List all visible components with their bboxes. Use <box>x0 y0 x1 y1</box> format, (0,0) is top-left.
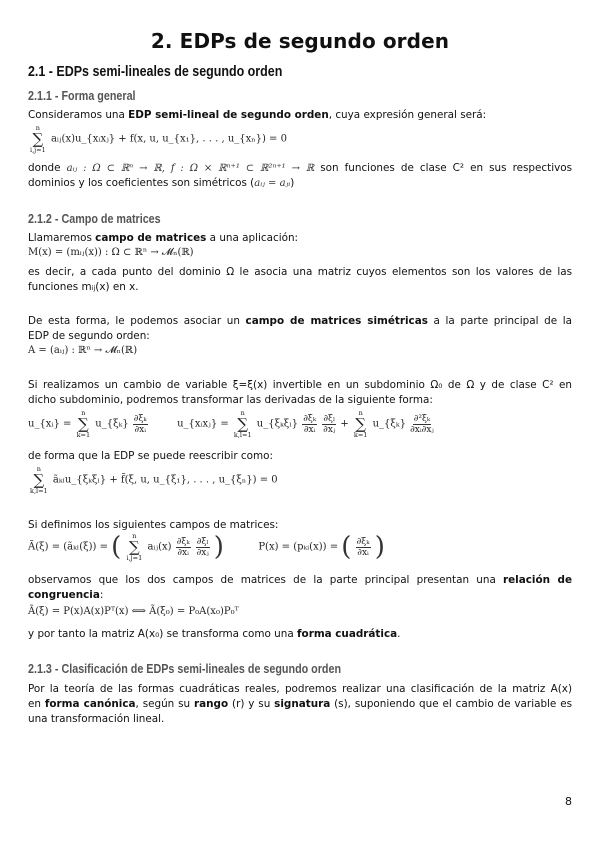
paragraph-definition: Llamaremos campo de matrices a una aplicación: <box>28 232 299 244</box>
equation-matrix-a: A = (aᵢⱼ) : ℝⁿ → 𝓜ₙ(ℝ) <box>28 345 138 356</box>
paragraph-clasificacion-l3: una transformación lineal. <box>28 713 165 725</box>
paragraph-donde-cont: dominios y los coeficientes son simétricos (aᵢⱼ = aⱼᵢ) <box>28 177 295 189</box>
section-heading: 2.1 - EDPs semi-lineales de segundo orden <box>28 64 283 80</box>
paragraph-cambio-variable-cont: dicho subdominio, podremos transformar las derivadas de la siguiente forma: <box>28 394 433 406</box>
paragraph-congruencia: observamos que los dos campos de matrices de la parte principal presentan una relación de <box>28 574 572 586</box>
paragraph-donde: donde aᵢⱼ : Ω ⊂ ℝⁿ → ℝ, f : Ω × ℝⁿ⁺¹ ⊂ ℝ²ⁿ⁺¹ → ℝ son funciones de clase C² en sus respectivos <box>28 162 573 174</box>
equation-transformed: n ∑ k,l=1 ãₖₗu_{ξₖξₗ} + f̃(ξ, u, u_{ξ₁}, . . . , u_{ξₙ}) = 0 <box>30 465 278 495</box>
paragraph-forma-cuadratica: y por tanto la matriz A(x₀) se transforma como una forma cuadrática. <box>28 628 401 640</box>
equation-matrix-fields: Ã(ξ) = (ãₖₗ(ξ)) = ( n ∑ i,j=1 aᵢⱼ(x) $\frac{\text{∂ξₖ}}{\text{∂xᵢ}}$ $\frac{\text{∂ξₗ}}{\text{∂xⱼ}}$ ) P(x) = (pₖᵢ(x)) = ( $\frac{\text{∂ξₖ}}{\text{∂xᵢ}}$ ) <box>28 532 385 562</box>
subsection-heading-forma-general: 2.1.1 - Forma general <box>28 89 136 103</box>
paragraph-reescribir: de forma que la EDP se puede reescribir como: <box>28 450 273 462</box>
subsection-heading-campo-matrices: 2.1.2 - Campo de matrices <box>28 212 161 226</box>
equation-chain-rule: u_{xᵢ} = n ∑ k=1 u_{ξₖ} $\frac{\text{∂ξₖ}}{\text{∂xᵢ}}$ u_{xᵢxⱼ} = n ∑ k,l=1 u_{ξₖξₗ} $\frac{\text{∂ξₖ}}{\text{∂xᵢ}}$ $\frac{\text{∂ξₗ}}{\text{∂xⱼ}}$ + n ∑ k=1 u_{ξₖ} $\frac{\text{∂²ξₖ}}{\text{∂xᵢ∂xⱼ}}$ <box>28 409 434 439</box>
paragraph-es-decir-cont: funciones mᵢⱼ(x) en x. <box>28 281 139 293</box>
summation-symbol: n ∑ i,j=1 <box>30 124 46 154</box>
equation-congruence: Ã(ξ) = P(x)A(x)Pᵀ(x) ⟺ Ã(ξ₀) = P₀A(x₀)P₀ᵀ <box>28 606 239 617</box>
paragraph-congruencia-cont: congruencia: <box>28 589 104 601</box>
paragraph-cambio-variable: Si realizamos un cambio de variable ξ=ξ(x) invertible en un subdominio Ω₀ de Ω y de clase C² en <box>28 379 572 391</box>
chapter-title: 2. EDPs de segundo orden <box>150 29 450 53</box>
subsection-heading-clasificacion: 2.1.3 - Clasificación de EDPs semi-lineales de segundo orden <box>28 662 342 676</box>
paragraph-es-decir: es decir, a cada punto del dominio Ω le asocia una matriz cuyos elementos son los valores de las <box>28 266 572 278</box>
paragraph-simetricas-cont: EDP de segundo orden: <box>28 330 150 342</box>
equation-campo-matrices: M(x) = (mᵢⱼ(x)) : Ω ⊂ ℝⁿ → 𝓜ₙ(ℝ) <box>28 247 194 258</box>
page-number: 8 <box>565 795 572 808</box>
paragraph-definimos: Si definimos los siguientes campos de matrices: <box>28 519 279 531</box>
paragraph-clasificacion-l1: Por la teoría de las formas cuadráticas reales, podremos realizar una clasificación de la matriz A(x) <box>28 683 572 695</box>
paragraph-clasificacion-l2: en forma canónica, según su rango (r) y su signatura (s), suponiendo que el cambio de variable es <box>28 698 573 710</box>
equation-general-form: n ∑ i,j=1 aᵢⱼ(x)u_{xᵢxⱼ} + f(x, u, u_{x₁}, . . . , u_{xₙ}) = 0 <box>30 124 287 154</box>
paragraph-simetricas: De esta forma, le podemos asociar un campo de matrices simétricas a la parte principal de la <box>28 315 572 327</box>
paragraph-intro: Consideramos una EDP semi-lineal de segundo orden, cuya expresión general será: <box>28 109 487 121</box>
